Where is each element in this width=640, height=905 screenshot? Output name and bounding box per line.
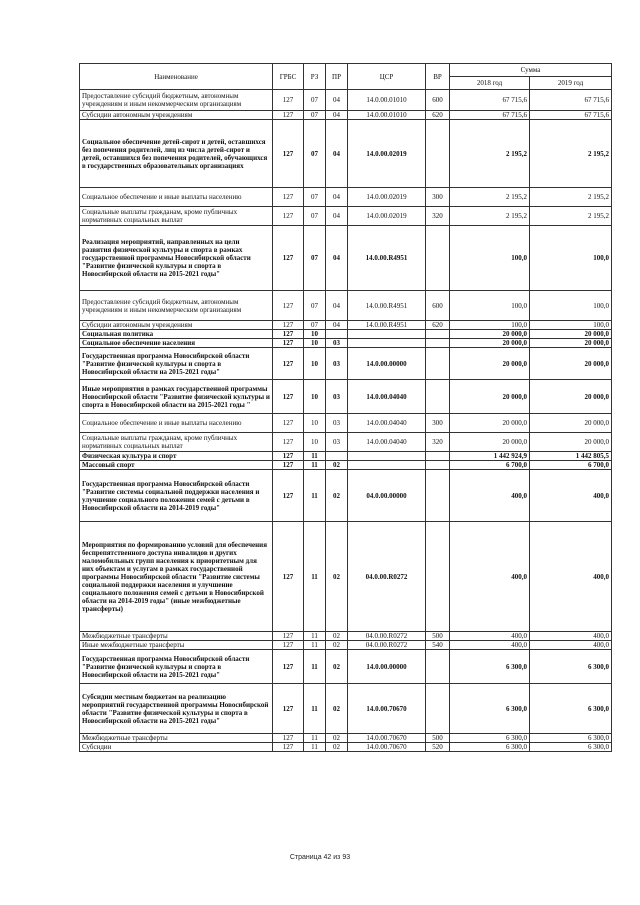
row-name: Предоставление субсидий бюджетным, автономным учреждениям и иным некоммерческим организациям bbox=[80, 90, 273, 111]
row-name: Предоставление субсидий бюджетным, автономным учреждениям и иным некоммерческим организациям bbox=[80, 291, 273, 321]
row-sum-2018: 67 715,6 bbox=[450, 111, 530, 120]
row-vr bbox=[426, 120, 450, 188]
row-sum-2019: 100,0 bbox=[530, 226, 612, 291]
row-rz: 07 bbox=[304, 120, 326, 188]
row-rz: 11 bbox=[304, 650, 326, 684]
row-grbs: 127 bbox=[273, 188, 304, 207]
row-sum-2018: 67 715,6 bbox=[450, 90, 530, 111]
row-rz: 11 bbox=[304, 632, 326, 641]
row-sum-2019: 400,0 bbox=[530, 641, 612, 650]
row-sum-2018: 6 300,0 bbox=[450, 650, 530, 684]
row-csr: 14.0.00.70670 bbox=[348, 734, 426, 743]
row-vr: 300 bbox=[426, 188, 450, 207]
row-vr bbox=[426, 226, 450, 291]
header-name: Наименование bbox=[80, 64, 273, 90]
row-csr: 14.0.00.00000 bbox=[348, 348, 426, 380]
row-sum-2019: 20 000,0 bbox=[530, 380, 612, 414]
row-sum-2019: 20 000,0 bbox=[530, 330, 612, 339]
row-pr: 02 bbox=[326, 743, 348, 752]
row-sum-2019: 6 300,0 bbox=[530, 650, 612, 684]
row-pr: 02 bbox=[326, 684, 348, 734]
row-sum-2018: 6 700,0 bbox=[450, 461, 530, 470]
table-row bbox=[80, 734, 612, 743]
row-grbs: 127 bbox=[273, 321, 304, 330]
row-sum-2019: 20 000,0 bbox=[530, 339, 612, 348]
row-rz: 11 bbox=[304, 684, 326, 734]
row-rz: 10 bbox=[304, 348, 326, 380]
row-vr: 600 bbox=[426, 291, 450, 321]
row-rz: 07 bbox=[304, 321, 326, 330]
table-row bbox=[80, 291, 612, 321]
row-vr: 320 bbox=[426, 207, 450, 226]
table-row bbox=[80, 461, 612, 470]
row-sum-2018: 6 300,0 bbox=[450, 734, 530, 743]
row-sum-2019: 400,0 bbox=[530, 632, 612, 641]
row-sum-2018: 20 000,0 bbox=[450, 330, 530, 339]
row-name: Субсидии местным бюджетам на реализацию мероприятий государственной программы Новосибирской области "Развитие физической культуры и спорта в Новосибирской области на 2015-2021 годы" bbox=[80, 684, 273, 734]
row-pr: 02 bbox=[326, 470, 348, 522]
row-pr: 03 bbox=[326, 348, 348, 380]
row-name: Физическая культура и спорт bbox=[80, 452, 273, 461]
row-vr bbox=[426, 330, 450, 339]
row-name: Иные мероприятия в рамках государственной программы Новосибирской области "Развитие физической культуры и спорта в Новосибирской области на 2015-2021 годы " bbox=[80, 380, 273, 414]
header-2018: 2018 год bbox=[450, 77, 530, 90]
row-csr: 14.0.00.R4951 bbox=[348, 226, 426, 291]
row-csr: 14.0.00.04040 bbox=[348, 414, 426, 433]
row-rz: 10 bbox=[304, 433, 326, 452]
table-row bbox=[80, 414, 612, 433]
header-pr: ПР bbox=[326, 64, 348, 90]
row-grbs: 127 bbox=[273, 470, 304, 522]
row-vr: 620 bbox=[426, 111, 450, 120]
row-pr: 03 bbox=[326, 380, 348, 414]
row-name: Мероприятия по формированию условий для обеспечения беспрепятственного доступа инвалидов и других маломобильных групп населения к приоритетным для них объектам и услугам в рамках государственной программы Новосибирской области "Развитие системы социальной поддержки населения и улучшение социального положения семей с детьми в Новосибирской области на 2014-2019 годы" (иные межбюджетные трансферты) bbox=[80, 522, 273, 632]
row-sum-2019: 400,0 bbox=[530, 522, 612, 632]
row-rz: 07 bbox=[304, 207, 326, 226]
row-csr bbox=[348, 461, 426, 470]
row-name: Иные межбюджетные трансферты bbox=[80, 641, 273, 650]
row-pr: 04 bbox=[326, 111, 348, 120]
row-name: Реализация мероприятий, направленных на цели развития физической культуры и спорта в рамках государственной программы Новосибирской области "Развитие физической культуры и спорта в Новосибирской области на 2015-2021 годы" bbox=[80, 226, 273, 291]
row-csr: 14.0.00.01010 bbox=[348, 90, 426, 111]
row-grbs: 127 bbox=[273, 111, 304, 120]
row-name: Субсидии автономным учреждениям bbox=[80, 321, 273, 330]
row-csr bbox=[348, 339, 426, 348]
row-vr bbox=[426, 348, 450, 380]
header-2019: 2019 год bbox=[530, 77, 612, 90]
row-name: Массовый спорт bbox=[80, 461, 273, 470]
row-sum-2018: 20 000,0 bbox=[450, 414, 530, 433]
row-grbs: 127 bbox=[273, 207, 304, 226]
row-rz: 11 bbox=[304, 641, 326, 650]
row-sum-2019: 2 195,2 bbox=[530, 120, 612, 188]
row-rz: 11 bbox=[304, 734, 326, 743]
row-pr: 02 bbox=[326, 650, 348, 684]
row-name: Межбюджетные трансферты bbox=[80, 632, 273, 641]
row-grbs: 127 bbox=[273, 641, 304, 650]
row-vr: 520 bbox=[426, 743, 450, 752]
row-rz: 10 bbox=[304, 380, 326, 414]
table-row bbox=[80, 120, 612, 188]
row-csr: 14.0.00.70670 bbox=[348, 684, 426, 734]
row-name: Государственная программа Новосибирской области "Развитие системы социальной поддержки населения и улучшение социального положения семей с детьми в Новосибирской области на 2014-2019 годы" bbox=[80, 470, 273, 522]
row-sum-2018: 100,0 bbox=[450, 291, 530, 321]
row-rz: 11 bbox=[304, 470, 326, 522]
row-pr: 02 bbox=[326, 461, 348, 470]
row-grbs: 127 bbox=[273, 339, 304, 348]
table-row bbox=[80, 111, 612, 120]
row-pr: 04 bbox=[326, 291, 348, 321]
row-sum-2019: 6 300,0 bbox=[530, 734, 612, 743]
row-csr: 14.0.00.04040 bbox=[348, 380, 426, 414]
row-sum-2018: 20 000,0 bbox=[450, 433, 530, 452]
row-sum-2018: 400,0 bbox=[450, 470, 530, 522]
row-sum-2019: 67 715,6 bbox=[530, 90, 612, 111]
row-csr: 14.0.00.01010 bbox=[348, 111, 426, 120]
row-sum-2018: 100,0 bbox=[450, 226, 530, 291]
row-sum-2018: 400,0 bbox=[450, 522, 530, 632]
row-name: Социальное обеспечение детей-сирот и детей, оставшихся без попечения родителей, лиц из числа детей-сирот и детей, оставшихся без попечения родителей, обучающихся в государственных образовательных организациях bbox=[80, 120, 273, 188]
row-csr: 14.0.00.R4951 bbox=[348, 291, 426, 321]
row-sum-2018: 100,0 bbox=[450, 321, 530, 330]
row-sum-2019: 20 000,0 bbox=[530, 433, 612, 452]
row-name: Социальное обеспечение и иные выплаты населению bbox=[80, 414, 273, 433]
row-vr bbox=[426, 452, 450, 461]
row-rz: 10 bbox=[304, 339, 326, 348]
header-rz: РЗ bbox=[304, 64, 326, 90]
table-row bbox=[80, 641, 612, 650]
row-sum-2019: 20 000,0 bbox=[530, 348, 612, 380]
row-grbs: 127 bbox=[273, 522, 304, 632]
table-row bbox=[80, 650, 612, 684]
row-rz: 11 bbox=[304, 522, 326, 632]
row-csr bbox=[348, 330, 426, 339]
row-grbs: 127 bbox=[273, 684, 304, 734]
row-sum-2019: 100,0 bbox=[530, 291, 612, 321]
row-rz: 11 bbox=[304, 452, 326, 461]
row-rz: 07 bbox=[304, 111, 326, 120]
row-csr: 14.0.00.02019 bbox=[348, 188, 426, 207]
header-csr: ЦСР bbox=[348, 64, 426, 90]
row-rz: 11 bbox=[304, 743, 326, 752]
row-name: Межбюджетные трансферты bbox=[80, 734, 273, 743]
table-header bbox=[80, 64, 612, 90]
row-pr: 04 bbox=[326, 207, 348, 226]
row-sum-2019: 6 300,0 bbox=[530, 743, 612, 752]
row-grbs: 127 bbox=[273, 414, 304, 433]
row-sum-2018: 6 300,0 bbox=[450, 684, 530, 734]
row-pr: 04 bbox=[326, 90, 348, 111]
row-pr: 03 bbox=[326, 433, 348, 452]
row-csr: 04.0.00.R0272 bbox=[348, 522, 426, 632]
row-vr bbox=[426, 461, 450, 470]
row-sum-2018: 20 000,0 bbox=[450, 339, 530, 348]
row-sum-2019: 2 195,2 bbox=[530, 188, 612, 207]
row-sum-2018: 6 300,0 bbox=[450, 743, 530, 752]
row-name: Социальные выплаты гражданам, кроме публичных нормативных социальных выплат bbox=[80, 433, 273, 452]
row-csr: 14.0.00.04040 bbox=[348, 433, 426, 452]
header-vr: ВР bbox=[426, 64, 450, 90]
row-grbs: 127 bbox=[273, 90, 304, 111]
row-vr bbox=[426, 522, 450, 632]
row-sum-2018: 1 442 924,9 bbox=[450, 452, 530, 461]
row-sum-2018: 2 195,2 bbox=[450, 120, 530, 188]
row-grbs: 127 bbox=[273, 380, 304, 414]
row-rz: 07 bbox=[304, 291, 326, 321]
row-vr: 600 bbox=[426, 90, 450, 111]
row-vr: 540 bbox=[426, 641, 450, 650]
row-rz: 10 bbox=[304, 414, 326, 433]
row-sum-2019: 6 700,0 bbox=[530, 461, 612, 470]
row-sum-2019: 6 300,0 bbox=[530, 684, 612, 734]
row-rz: 07 bbox=[304, 226, 326, 291]
row-grbs: 127 bbox=[273, 452, 304, 461]
row-name: Субсидии автономным учреждениям bbox=[80, 111, 273, 120]
row-grbs: 127 bbox=[273, 120, 304, 188]
row-vr bbox=[426, 380, 450, 414]
row-name: Субсидии bbox=[80, 743, 273, 752]
row-pr: 03 bbox=[326, 414, 348, 433]
row-rz: 07 bbox=[304, 188, 326, 207]
row-grbs: 127 bbox=[273, 650, 304, 684]
row-pr: 02 bbox=[326, 522, 348, 632]
row-vr: 320 bbox=[426, 433, 450, 452]
row-name: Социальные выплаты гражданам, кроме публичных нормативных социальных выплат bbox=[80, 207, 273, 226]
row-sum-2019: 67 715,6 bbox=[530, 111, 612, 120]
row-pr: 04 bbox=[326, 321, 348, 330]
table-row bbox=[80, 348, 612, 380]
row-sum-2019: 100,0 bbox=[530, 321, 612, 330]
row-sum-2018: 20 000,0 bbox=[450, 348, 530, 380]
row-sum-2018: 400,0 bbox=[450, 641, 530, 650]
row-grbs: 127 bbox=[273, 632, 304, 641]
budget-table bbox=[79, 63, 612, 752]
table-row bbox=[80, 632, 612, 641]
table-row bbox=[80, 380, 612, 414]
row-grbs: 127 bbox=[273, 433, 304, 452]
row-pr: 04 bbox=[326, 188, 348, 207]
row-grbs: 127 bbox=[273, 330, 304, 339]
row-rz: 07 bbox=[304, 90, 326, 111]
row-csr: 14.0.00.02019 bbox=[348, 207, 426, 226]
row-vr: 620 bbox=[426, 321, 450, 330]
row-csr: 14.0.00.02019 bbox=[348, 120, 426, 188]
row-rz: 10 bbox=[304, 330, 326, 339]
row-sum-2018: 400,0 bbox=[450, 632, 530, 641]
row-pr bbox=[326, 330, 348, 339]
row-csr: 04.0.00.R0272 bbox=[348, 632, 426, 641]
table-row bbox=[80, 452, 612, 461]
row-name: Социальное обеспечение и иные выплаты населению bbox=[80, 188, 273, 207]
row-name: Социальное обеспечение населения bbox=[80, 339, 273, 348]
table-row bbox=[80, 90, 612, 111]
row-pr: 02 bbox=[326, 641, 348, 650]
row-csr bbox=[348, 452, 426, 461]
row-vr bbox=[426, 684, 450, 734]
row-grbs: 127 bbox=[273, 734, 304, 743]
row-csr: 04.0.00.R0272 bbox=[348, 641, 426, 650]
row-vr bbox=[426, 339, 450, 348]
row-pr bbox=[326, 452, 348, 461]
table-row bbox=[80, 433, 612, 452]
page-number: Страница 42 из 93 bbox=[289, 854, 351, 861]
row-name: Государственная программа Новосибирской области "Развитие физической культуры и спорта в Новосибирской области на 2015-2021 годы" bbox=[80, 650, 273, 684]
row-name: Государственная программа Новосибирской области "Развитие физической культуры и спорта в Новосибирской области на 2015-2021 годы" bbox=[80, 348, 273, 380]
row-sum-2019: 20 000,0 bbox=[530, 414, 612, 433]
row-grbs: 127 bbox=[273, 226, 304, 291]
row-vr: 500 bbox=[426, 734, 450, 743]
row-pr: 04 bbox=[326, 120, 348, 188]
row-vr: 500 bbox=[426, 632, 450, 641]
table-body bbox=[80, 90, 612, 752]
row-csr: 14.0.00.00000 bbox=[348, 650, 426, 684]
row-pr: 02 bbox=[326, 734, 348, 743]
row-sum-2019: 400,0 bbox=[530, 470, 612, 522]
row-csr: 14.0.00.R4951 bbox=[348, 321, 426, 330]
row-csr: 14.0.00.70670 bbox=[348, 743, 426, 752]
header-grbs: ГРБС bbox=[273, 64, 304, 90]
row-pr: 03 bbox=[326, 339, 348, 348]
row-vr: 300 bbox=[426, 414, 450, 433]
row-rz: 11 bbox=[304, 461, 326, 470]
row-csr: 04.0.00.00000 bbox=[348, 470, 426, 522]
row-sum-2018: 2 195,2 bbox=[450, 207, 530, 226]
table-row bbox=[80, 339, 612, 348]
row-name: Социальная политика bbox=[80, 330, 273, 339]
row-sum-2019: 1 442 805,5 bbox=[530, 452, 612, 461]
row-sum-2018: 2 195,2 bbox=[450, 188, 530, 207]
row-vr bbox=[426, 650, 450, 684]
row-grbs: 127 bbox=[273, 291, 304, 321]
row-grbs: 127 bbox=[273, 348, 304, 380]
row-sum-2019: 2 195,2 bbox=[530, 207, 612, 226]
table-row bbox=[80, 188, 612, 207]
row-vr bbox=[426, 470, 450, 522]
table-row bbox=[80, 522, 612, 632]
table-row bbox=[80, 330, 612, 339]
row-pr: 04 bbox=[326, 226, 348, 291]
header-sum: Сумма bbox=[450, 64, 612, 77]
table-row bbox=[80, 321, 612, 330]
table-row bbox=[80, 470, 612, 522]
table-row bbox=[80, 207, 612, 226]
row-pr: 02 bbox=[326, 632, 348, 641]
table-row bbox=[80, 743, 612, 752]
table-row bbox=[80, 226, 612, 291]
row-grbs: 127 bbox=[273, 743, 304, 752]
row-grbs: 127 bbox=[273, 461, 304, 470]
row-sum-2018: 20 000,0 bbox=[450, 380, 530, 414]
table-row bbox=[80, 684, 612, 734]
